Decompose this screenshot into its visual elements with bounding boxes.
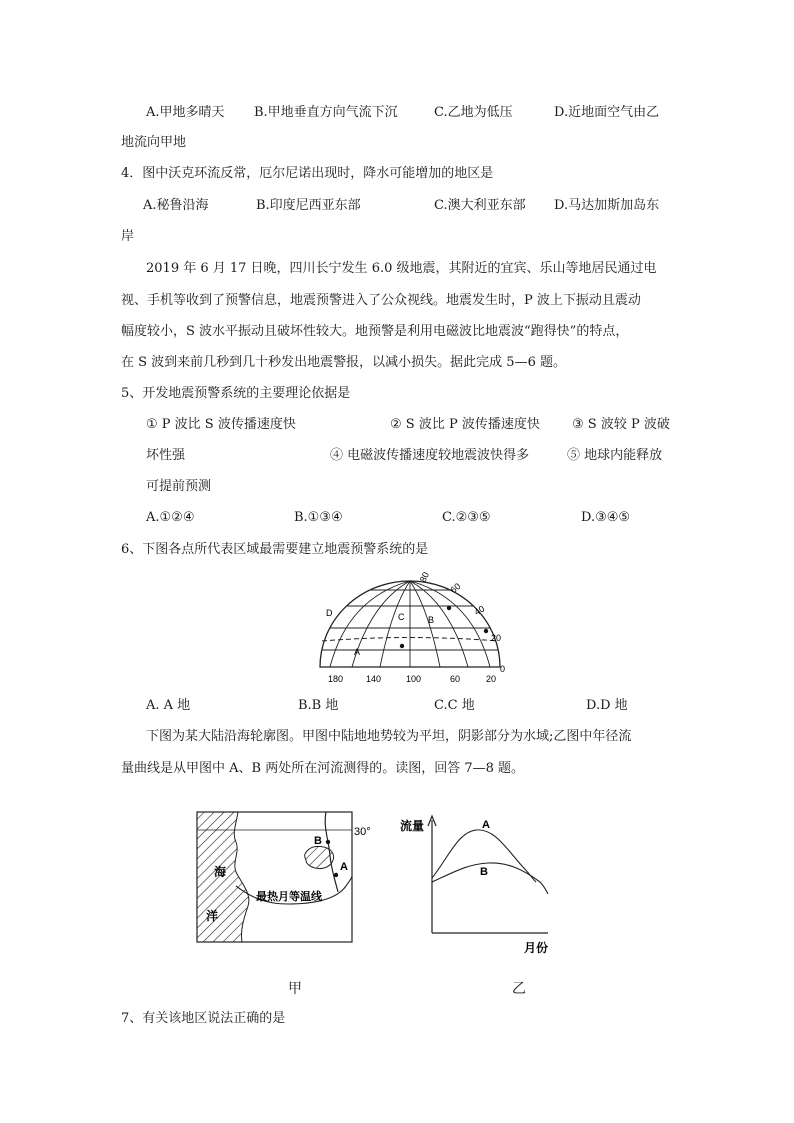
lat-label-40: 40: [472, 603, 487, 618]
point-label-d: D: [326, 608, 333, 618]
point-label-a: A: [354, 647, 361, 657]
lon-label-60: 60: [450, 674, 461, 684]
point-marker-d: [484, 629, 488, 633]
q6-option-a: A. A 地: [146, 698, 191, 713]
lat-label-0: 0: [500, 664, 506, 674]
q4-option-a: A.秘鲁沿海: [143, 198, 209, 213]
passage2-line-1: 下图为某大陆沿海轮廓图。甲图中陆地地势较为平坦，阴影部分为水域;乙图中年径流: [146, 729, 632, 744]
lat-label-80: 80: [417, 570, 432, 584]
runoff-chart-yi: [398, 808, 558, 958]
q6-stem: 6、下图各点所代表区域最需要建立地震预警系统的是: [121, 542, 429, 557]
q5-item-3: ③ S 波较 P 波破: [572, 417, 670, 432]
curve-b: [432, 863, 548, 894]
passage-line-1: 2019 年 6 月 17 日晚，四川长宁发生 6.0 级地震，其附近的宜宾、乐山等地居民通过电: [146, 261, 657, 276]
q5-option-a: A.①②④: [146, 510, 195, 525]
q6-option-d: D.D 地: [586, 698, 628, 713]
point-a-label: A: [340, 861, 348, 873]
isotherm-label: 最热月等温线: [256, 891, 322, 903]
y-axis-label: 流量: [400, 819, 425, 833]
q5-item-5-continued: 可提前预测: [146, 479, 212, 494]
q5-item-2: ② S 波比 P 波传播速度快: [390, 417, 540, 432]
lon-label-140: 140: [366, 674, 382, 684]
q5-option-d: D.③④⑤: [581, 510, 631, 525]
q5-option-c: C.②③⑤: [442, 510, 491, 525]
q4-stem: 4．图中沃克环流反常，厄尔尼诺出现时，降水可能增加的地区是: [121, 166, 494, 181]
passage-line-2: 视、手机等收到了预警信息，地震预警进入了公众视线。地震发生时，P 波上下振动且震动: [121, 293, 641, 308]
q3-option-c: C.乙地为低压: [434, 105, 513, 120]
passage-line-4: 在 S 波到来前几秒到几十秒发出地震警报，以减小损失。据此完成 5—6 题。: [121, 355, 566, 370]
point-b-marker: [326, 840, 330, 844]
coastline-map-jia: [196, 810, 382, 945]
x-axis-label: 月份: [524, 941, 549, 955]
lon-label-20: 20: [486, 674, 497, 684]
lat-30-label: 30°: [354, 826, 371, 838]
q5-option-b: B.①③④: [294, 510, 343, 525]
q5-item-3-continued: 坏性强: [146, 448, 186, 463]
hemisphere-map-figure: [310, 568, 510, 686]
q4-option-d-continued: 岸: [121, 229, 135, 244]
figure-yi-caption: 乙: [512, 980, 526, 996]
q3-option-d: D.近地面空气由乙: [554, 105, 660, 120]
q3-option-a: A.甲地多晴天: [146, 105, 225, 120]
point-label-c: C: [398, 612, 405, 622]
point-b-label: B: [314, 835, 322, 847]
q4-option-b: B.印度尼西亚东部: [256, 198, 361, 213]
q5-item-1: ① P 波比 S 波传播速度快: [146, 417, 296, 432]
ocean-label-1: 海: [214, 865, 227, 879]
passage2-line-2: 量曲线是从甲图中 A、B 两处所在河流测得的。读图，回答 7—8 题。: [121, 761, 525, 776]
passage-line-3: 幅度较小，S 波水平振动且破坏性较大。地预警是利用电磁波比地震波“跑得快”的特点，: [121, 324, 629, 339]
curve-a-label: A: [482, 819, 490, 831]
q5-item-4: ④ 电磁波传播速度较地震波快得多: [330, 448, 530, 463]
q3-option-d-continued: 地流向甲地: [121, 135, 187, 150]
q3-option-b: B.甲地垂直方向气流下沉: [254, 105, 398, 120]
lon-label-100: 100: [406, 674, 422, 684]
q4-option-c: C.澳大利亚东部: [434, 198, 526, 213]
point-a-marker: [334, 873, 338, 877]
lat-label-60: 60: [448, 581, 463, 596]
point-marker-a: [400, 644, 404, 648]
q4-option-d: D.马达加斯加岛东: [554, 198, 660, 213]
point-marker-b: [447, 606, 451, 610]
curve-b-label: B: [480, 866, 488, 878]
ocean-label-2: 洋: [206, 909, 219, 923]
q6-option-b: B.B 地: [298, 698, 339, 713]
lon-label-180: 180: [328, 674, 344, 684]
q7-stem: 7、有关该地区说法正确的是: [121, 1011, 286, 1026]
lat-label-20: 20: [491, 633, 502, 643]
figure-jia-caption: 甲: [288, 980, 302, 996]
q6-option-c: C.C 地: [434, 698, 475, 713]
q5-stem: 5、开发地震预警系统的主要理论依据是: [121, 386, 351, 401]
q5-item-5: ⑤ 地球内能释放: [567, 448, 663, 463]
point-label-b: B: [428, 615, 435, 625]
